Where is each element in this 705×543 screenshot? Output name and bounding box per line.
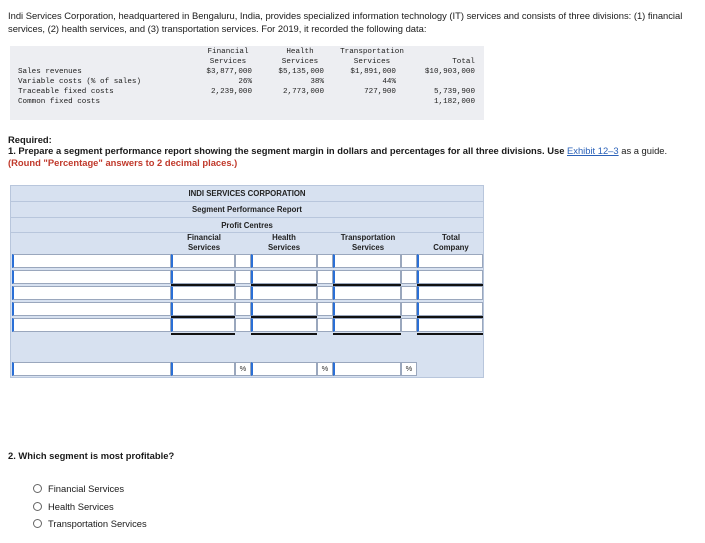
given-row-label: Traceable fixed costs: [18, 88, 114, 96]
given-row-label: Sales revenues: [18, 68, 82, 76]
health-pct-input[interactable]: [317, 286, 333, 300]
health-pct-input[interactable]: [317, 254, 333, 268]
exhibit-link[interactable]: Exhibit 12–3: [567, 145, 619, 156]
segment-margin-label-input[interactable]: [12, 362, 171, 376]
transport-amount-input[interactable]: [333, 270, 401, 284]
given-header-health-2: Services: [281, 58, 319, 66]
transport-amount-input[interactable]: [333, 254, 401, 268]
row-label-input[interactable]: [12, 318, 171, 332]
given-data-table: [10, 46, 484, 120]
problem-intro: Indi Services Corporation, headquartered in Bengaluru, India, provides specialized information technology (IT) services and consists of three divisions: (1) financial services, (2) health services, and (3) transportation services. For 2019, it recorded the following data:: [8, 10, 683, 34]
given-header-financial-1: Financial: [207, 48, 249, 56]
given-value: 5,739,900: [433, 88, 475, 96]
option-label: Financial Services: [48, 483, 125, 494]
given-value: 26%: [238, 78, 252, 86]
health-pct-input[interactable]: [317, 270, 333, 284]
transport-margin-input[interactable]: [333, 362, 401, 376]
col-transport-l2: Services: [351, 242, 385, 252]
given-header-health-1: Health: [286, 48, 314, 56]
given-value: $5,135,000: [278, 68, 324, 76]
col-health: [251, 233, 317, 252]
col-financial-l1: Financial: [187, 233, 221, 242]
radio-icon[interactable]: [33, 502, 42, 511]
col-total-l1: Total: [441, 233, 461, 242]
transport-amount-input[interactable]: [333, 302, 401, 316]
health-amount-input[interactable]: [251, 302, 317, 316]
transport-percent-sign: %: [401, 362, 417, 376]
given-value: 727,900: [364, 88, 396, 96]
total-amount-input[interactable]: [417, 254, 483, 268]
required-part1: [8, 145, 698, 168]
given-value: 1,182,000: [433, 98, 475, 106]
option-label: Transportation Services: [48, 518, 147, 529]
report-company: INDI SERVICES CORPORATION: [188, 189, 306, 198]
health-pct-input[interactable]: [317, 302, 333, 316]
financial-pct-input[interactable]: [235, 270, 251, 284]
report-title: Segment Performance Report: [191, 205, 303, 214]
financial-pct-input[interactable]: [235, 318, 251, 332]
transport-pct-input[interactable]: [401, 286, 417, 300]
total-amount-input[interactable]: [417, 286, 483, 300]
given-value: 2,239,000: [210, 88, 252, 96]
option-transportation-services[interactable]: [33, 518, 147, 529]
financial-pct-input[interactable]: [235, 254, 251, 268]
total-amount-input[interactable]: [417, 302, 483, 316]
col-health-l1: Health: [272, 233, 296, 242]
health-amount-input[interactable]: [251, 286, 317, 300]
health-pct-input[interactable]: [317, 318, 333, 332]
col-transportation: [333, 233, 403, 252]
financial-amount-input[interactable]: [171, 302, 235, 316]
given-header-transport-2: Services: [353, 58, 391, 66]
required-part1-prefix: 1. Prepare a segment performance report showing the segment margin in dollars and percentages for all three divisions. Use: [8, 145, 568, 156]
required-part1-middle: as a guide.: [618, 145, 668, 156]
given-header-total: Total: [452, 58, 475, 66]
given-row-label: Common fixed costs: [18, 98, 101, 106]
col-total-l2: Company: [433, 242, 469, 252]
col-transport-l1: Transportation: [340, 233, 396, 242]
transport-amount-input[interactable]: [333, 286, 401, 300]
total-amount-input[interactable]: [417, 270, 483, 284]
financial-pct-input[interactable]: [235, 302, 251, 316]
col-financial: [171, 233, 237, 252]
health-percent-sign: %: [317, 362, 333, 376]
row-label-input[interactable]: [12, 286, 171, 300]
given-value: $1,891,000: [350, 68, 396, 76]
transport-pct-input[interactable]: [401, 302, 417, 316]
option-label: Health Services: [48, 501, 114, 512]
transport-pct-input[interactable]: [401, 270, 417, 284]
financial-amount-input[interactable]: [171, 286, 235, 300]
segment-performance-report: [10, 185, 484, 378]
given-value: $10,903,000: [424, 68, 475, 76]
col-health-l2: Services: [267, 242, 301, 252]
given-header-transport-1: Transportation: [340, 48, 404, 56]
report-subtitle: Profit Centres: [221, 221, 273, 230]
col-total: [419, 233, 483, 252]
financial-amount-input[interactable]: [171, 254, 235, 268]
rounding-instruction: (Round "Percentage" answers to 2 decimal places.): [8, 156, 238, 168]
option-financial-services[interactable]: [33, 483, 124, 494]
given-value: $3,877,000: [206, 68, 252, 76]
required-heading: Required:: [8, 134, 52, 145]
health-amount-input[interactable]: [251, 318, 317, 332]
question-2-prompt: 2. Which segment is most profitable?: [8, 450, 175, 461]
transport-amount-input[interactable]: [333, 318, 401, 332]
transport-pct-input[interactable]: [401, 318, 417, 332]
transport-pct-input[interactable]: [401, 254, 417, 268]
option-health-services[interactable]: [33, 501, 114, 512]
given-value: 38%: [310, 78, 324, 86]
health-amount-input[interactable]: [251, 270, 317, 284]
row-label-input[interactable]: [12, 302, 171, 316]
total-margin-blank: [417, 362, 483, 376]
given-row-label: Variable costs (% of sales): [18, 78, 142, 86]
row-label-input[interactable]: [12, 270, 171, 284]
radio-icon[interactable]: [33, 484, 42, 493]
given-value: 44%: [382, 78, 396, 86]
financial-percent-sign: %: [235, 362, 251, 376]
given-value: 2,773,000: [282, 88, 324, 96]
financial-amount-input[interactable]: [171, 270, 235, 284]
row-label-input[interactable]: [12, 254, 171, 268]
financial-margin-input[interactable]: [171, 362, 235, 376]
given-header-financial-2: Services: [209, 58, 247, 66]
total-amount-input[interactable]: [417, 318, 483, 332]
financial-pct-input[interactable]: [235, 286, 251, 300]
financial-amount-input[interactable]: [171, 318, 235, 332]
health-margin-input[interactable]: [251, 362, 317, 376]
health-amount-input[interactable]: [251, 254, 317, 268]
radio-icon[interactable]: [33, 519, 42, 528]
col-financial-l2: Services: [187, 242, 221, 252]
